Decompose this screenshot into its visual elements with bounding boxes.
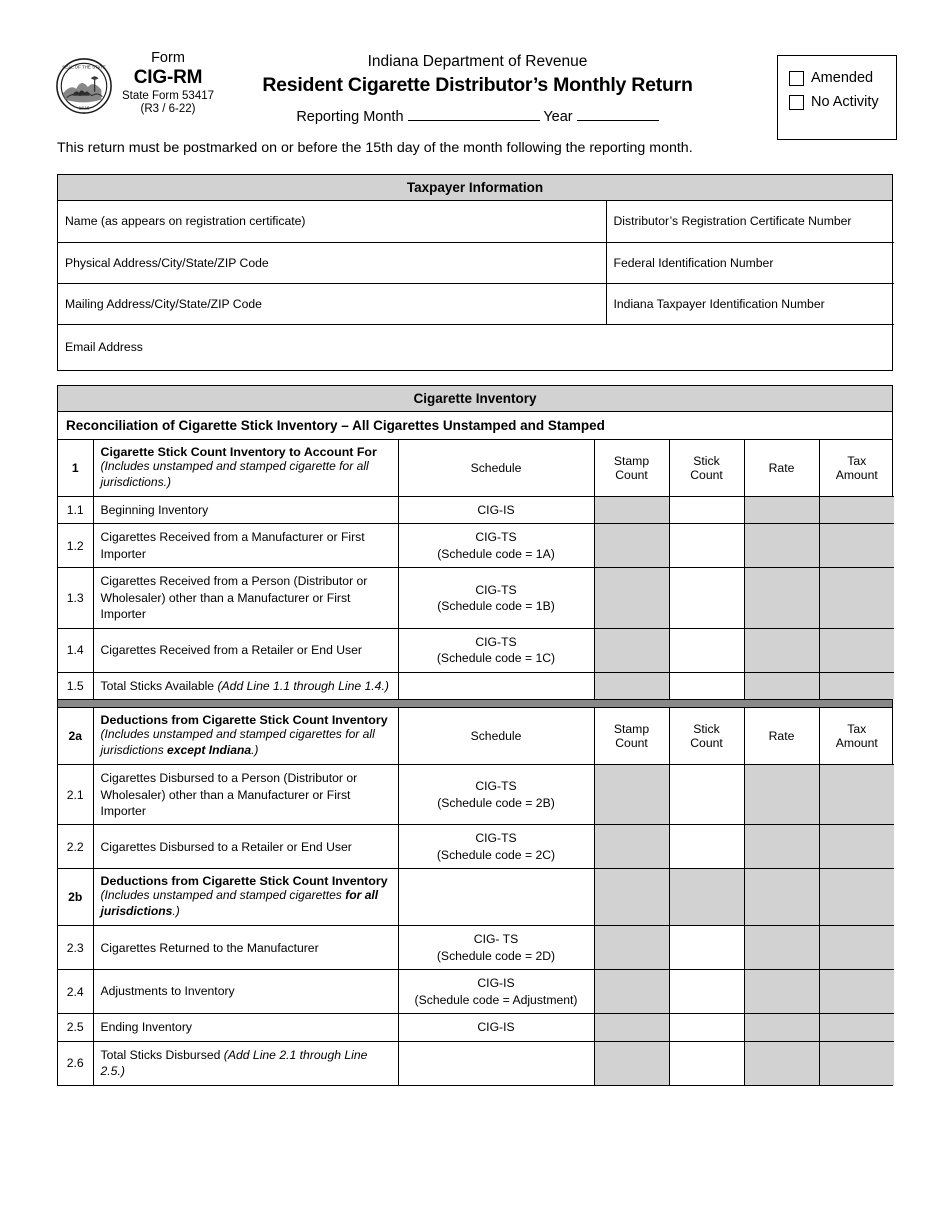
line-number: 1.3 (58, 568, 93, 628)
registration-certificate-number-field[interactable]: Distributor’s Registration Certificate Number (606, 201, 894, 242)
reconciliation-subtitle: Reconciliation of Cigarette Stick Inventory – All Cigarettes Unstamped and Stamped (57, 412, 893, 440)
column-header-stick-count: Stick Count (669, 708, 744, 764)
stick-count-input[interactable] (669, 1014, 744, 1041)
column-header-schedule: Schedule (398, 708, 594, 764)
stamp-count-cell (594, 869, 669, 926)
line-schedule (398, 1041, 594, 1084)
line-schedule (398, 825, 594, 869)
rate-cell (744, 825, 819, 869)
section2b-title-cell (93, 869, 398, 926)
no-activity-checkbox[interactable] (789, 95, 804, 110)
schedule-name: CIG-IS (477, 1020, 515, 1035)
line-description: Cigarettes Received from a Person (Distributor or Wholesaler) other than a Manufacturer or First Importer (93, 568, 398, 628)
stamp-count-cell (594, 765, 669, 825)
column-header-tax-amount: Tax Amount (819, 708, 894, 764)
line-number: 2.6 (58, 1041, 93, 1084)
schedule-code: (Schedule code = 2B) (437, 795, 555, 810)
line-schedule (398, 496, 594, 523)
column-header-tax-amount: Tax Amount (819, 440, 894, 496)
table-row (58, 1014, 894, 1041)
rate-cell (744, 524, 819, 568)
taxpayer-name-field[interactable]: Name (as appears on registration certificate) (58, 201, 606, 242)
rate-cell (744, 765, 819, 825)
tax-amount-cell (819, 869, 894, 926)
section2-table-wrap (57, 707, 893, 1085)
stamp-count-cell (594, 1041, 669, 1084)
column-header-stick-count: Stick Count (669, 440, 744, 496)
table-row (58, 672, 894, 699)
stick-count-input[interactable] (669, 765, 744, 825)
return-status-box (777, 55, 897, 140)
table-row (58, 324, 894, 370)
stick-count-input[interactable] (669, 825, 744, 869)
section2b-header-row (58, 869, 894, 926)
section2b-number: 2b (58, 869, 93, 926)
table-row (58, 201, 894, 242)
line-number: 1.1 (58, 496, 93, 523)
physical-address-field[interactable]: Physical Address/City/State/ZIP Code (58, 242, 606, 283)
schedule-name: CIG-TS (475, 582, 517, 597)
page-title: Resident Cigarette Distributor’s Monthly Return (262, 74, 693, 97)
form-word-label: Form (151, 50, 185, 66)
section2a-subtitle-pre: (Includes unstamped and stamped cigarettes for all jurisdictions (100, 727, 375, 758)
section1-title-cell (93, 440, 398, 496)
rate-cell (744, 926, 819, 970)
line-number: 2.3 (58, 926, 93, 970)
tax-amount-cell (819, 1014, 894, 1041)
schedule-name: CIG-IS (477, 502, 515, 517)
line-number: 2.2 (58, 825, 93, 869)
line-number: 1.2 (58, 524, 93, 568)
table-row (58, 242, 894, 283)
section-separator-bar (57, 700, 893, 707)
tax-amount-cell (819, 568, 894, 628)
line-description: Cigarettes Received from a Manufacturer or First Importer (93, 524, 398, 568)
taxpayer-table (58, 201, 894, 370)
stick-count-input[interactable] (669, 628, 744, 672)
federal-id-number-field[interactable]: Federal Identification Number (606, 242, 894, 283)
table-row (58, 283, 894, 324)
line-description: Cigarettes Received from a Retailer or End User (93, 628, 398, 672)
table-row (58, 1041, 894, 1084)
stamp-count-cell (594, 1014, 669, 1041)
section2b-subtitle-emphasis: for all jurisdictions (100, 888, 379, 919)
stick-count-input[interactable] (669, 1041, 744, 1084)
section2a-subtitle-emphasis: except Indiana (167, 743, 252, 758)
section2b-subtitle-post: .) (172, 904, 180, 919)
line-description-text: Total Sticks Disbursed (100, 1047, 221, 1062)
taxpayer-table-wrap (57, 201, 893, 371)
line-number: 1.5 (58, 672, 93, 699)
postmark-instruction: This return must be postmarked on or before the 15th day of the month following the reporting month. (57, 140, 693, 156)
line-description: Beginning Inventory (93, 496, 398, 523)
email-address-field[interactable]: Email Address (58, 324, 894, 370)
schedule-code: (Schedule code = 2C) (436, 847, 556, 862)
table-row (58, 970, 894, 1014)
section1-table-wrap (57, 440, 893, 700)
table-row (58, 825, 894, 869)
stamp-count-cell (594, 926, 669, 970)
stamp-count-cell (594, 672, 669, 699)
reporting-period-line (240, 109, 715, 125)
reporting-month-input[interactable] (408, 120, 540, 121)
line-description-text: Total Sticks Available (100, 678, 215, 693)
line-description-formula: (Add Line 2.1 through Line 2.5.) (100, 1047, 368, 1079)
tax-amount-cell (819, 672, 894, 699)
line-schedule (398, 568, 594, 628)
inventory-section-title: Cigarette Inventory (57, 385, 893, 412)
line-schedule (398, 765, 594, 825)
stick-count-input[interactable] (669, 524, 744, 568)
schedule-name: CIG-IS (477, 976, 515, 991)
state-form-number-label: State Form 53417 (121, 89, 215, 102)
line-description-formula: (Add Line 1.1 through Line 1.4.) (217, 678, 389, 693)
section1-subtitle: (Includes unstamped and stamped cigarette for all jurisdictions.) (100, 459, 369, 489)
section2b-subtitle-pre: (Includes unstamped and stamped cigarettes (100, 888, 346, 903)
line-schedule (398, 628, 594, 672)
tax-amount-cell (819, 926, 894, 970)
stick-count-input[interactable] (669, 496, 744, 523)
stamp-count-cell (594, 496, 669, 523)
cigarette-inventory-section (57, 385, 893, 1086)
line-number: 2.1 (58, 765, 93, 825)
status-option-amended[interactable] (789, 70, 896, 86)
column-header-rate: Rate (744, 708, 819, 764)
section2a-subtitle (101, 727, 391, 759)
line-description: Cigarettes Returned to the Manufacturer (93, 926, 398, 970)
section1-table (58, 440, 894, 699)
stick-count-input[interactable] (669, 970, 744, 1014)
stamp-count-cell (594, 628, 669, 672)
section1-header-row (58, 440, 894, 496)
line-schedule (398, 1014, 594, 1041)
schedule-code: (Schedule code = 2D) (436, 948, 556, 963)
line-description: Ending Inventory (93, 1014, 398, 1041)
column-header-rate: Rate (744, 440, 819, 496)
line-schedule (398, 672, 594, 699)
section2a-header-row (58, 708, 894, 764)
line-description (93, 1041, 398, 1084)
schedule-code: (Schedule code = 1C) (436, 651, 556, 666)
stick-count-input[interactable] (669, 926, 744, 970)
schedule-name: CIG-TS (475, 634, 517, 649)
section2b-subtitle (101, 888, 391, 920)
line-number: 1.4 (58, 628, 93, 672)
rate-cell (744, 970, 819, 1014)
section2a-title: Deductions from Cigarette Stick Count Inventory (100, 713, 388, 728)
amended-label: Amended (811, 70, 874, 86)
amended-checkbox[interactable] (789, 71, 804, 86)
column-header-schedule: Schedule (398, 440, 594, 496)
svg-text:1816: 1816 (78, 106, 90, 112)
rate-cell (744, 869, 819, 926)
section2a-title-cell (93, 708, 398, 764)
schedule-code: (Schedule code = Adjustment) (414, 992, 578, 1007)
no-activity-label: No Activity (811, 94, 879, 110)
column-header-stamp-count: Stamp Count (594, 708, 669, 764)
rate-cell (744, 496, 819, 523)
tax-amount-cell (819, 825, 894, 869)
svg-text:SEAL OF THE STATE: SEAL OF THE STATE (62, 64, 106, 70)
section2a-subtitle-post: .) (251, 743, 259, 758)
section2-table (58, 708, 894, 1084)
line-schedule (398, 970, 594, 1014)
form-identification-block (113, 50, 223, 117)
tax-amount-cell (819, 524, 894, 568)
taxpayer-information-section (57, 174, 893, 371)
taxpayer-section-title: Taxpayer Information (57, 174, 893, 201)
indiana-state-seal-icon (55, 57, 113, 115)
table-row (58, 926, 894, 970)
line-number: 2.4 (58, 970, 93, 1014)
tax-amount-cell (819, 765, 894, 825)
line-description: Cigarettes Disbursed to a Retailer or End User (93, 825, 398, 869)
rate-cell (744, 1041, 819, 1084)
section1-title: Cigarette Stick Count Inventory to Account For (100, 445, 377, 459)
rate-cell (744, 628, 819, 672)
table-row (58, 628, 894, 672)
schedule-name: CIG-TS (475, 530, 517, 545)
form-code-label: CIG-RM (133, 67, 203, 89)
schedule-name: CIG-TS (475, 831, 517, 846)
year-label: Year (543, 109, 573, 126)
schedule-code: (Schedule code = 1B) (437, 599, 555, 614)
section2b-title: Deductions from Cigarette Stick Count Inventory (100, 874, 388, 889)
stamp-count-cell (594, 524, 669, 568)
line-schedule (398, 926, 594, 970)
rate-cell (744, 672, 819, 699)
tax-amount-cell (819, 628, 894, 672)
form-header (0, 0, 950, 156)
line-schedule (398, 524, 594, 568)
tax-amount-cell (819, 496, 894, 523)
rate-cell (744, 1014, 819, 1041)
line-number: 2.5 (58, 1014, 93, 1041)
stick-count-input[interactable] (669, 672, 744, 699)
table-row (58, 765, 894, 825)
year-input[interactable] (577, 120, 659, 121)
schedule-name: CIG- TS (473, 932, 519, 947)
section1-number: 1 (58, 440, 93, 496)
department-name: Indiana Department of Revenue (367, 53, 588, 70)
schedule-name: CIG-TS (475, 779, 517, 794)
stick-count-cell (669, 869, 744, 926)
title-block (240, 52, 715, 125)
line-description: Adjustments to Inventory (93, 970, 398, 1014)
indiana-taxpayer-id-field[interactable]: Indiana Taxpayer Identification Number (606, 283, 894, 324)
table-row (58, 568, 894, 628)
mailing-address-field[interactable]: Mailing Address/City/State/ZIP Code (58, 283, 606, 324)
section2a-number: 2a (58, 708, 93, 764)
rate-cell (744, 568, 819, 628)
table-row (58, 524, 894, 568)
reporting-month-label: Reporting Month (296, 109, 404, 126)
form-revision-label: (R3 / 6-22) (140, 103, 196, 116)
tax-amount-cell (819, 1041, 894, 1084)
table-row (58, 496, 894, 523)
line-description: Cigarettes Disbursed to a Person (Distributor or Wholesaler) other than a Manufacturer or First Importer (93, 765, 398, 825)
column-header-stamp-count: Stamp Count (594, 440, 669, 496)
status-option-no-activity[interactable] (789, 94, 896, 110)
section2b-schedule-cell (398, 869, 594, 926)
stamp-count-cell (594, 825, 669, 869)
stamp-count-cell (594, 970, 669, 1014)
stick-count-input[interactable] (669, 568, 744, 628)
schedule-code: (Schedule code = 1A) (437, 546, 555, 561)
line-description (93, 672, 398, 699)
tax-amount-cell (819, 970, 894, 1014)
stamp-count-cell (594, 568, 669, 628)
